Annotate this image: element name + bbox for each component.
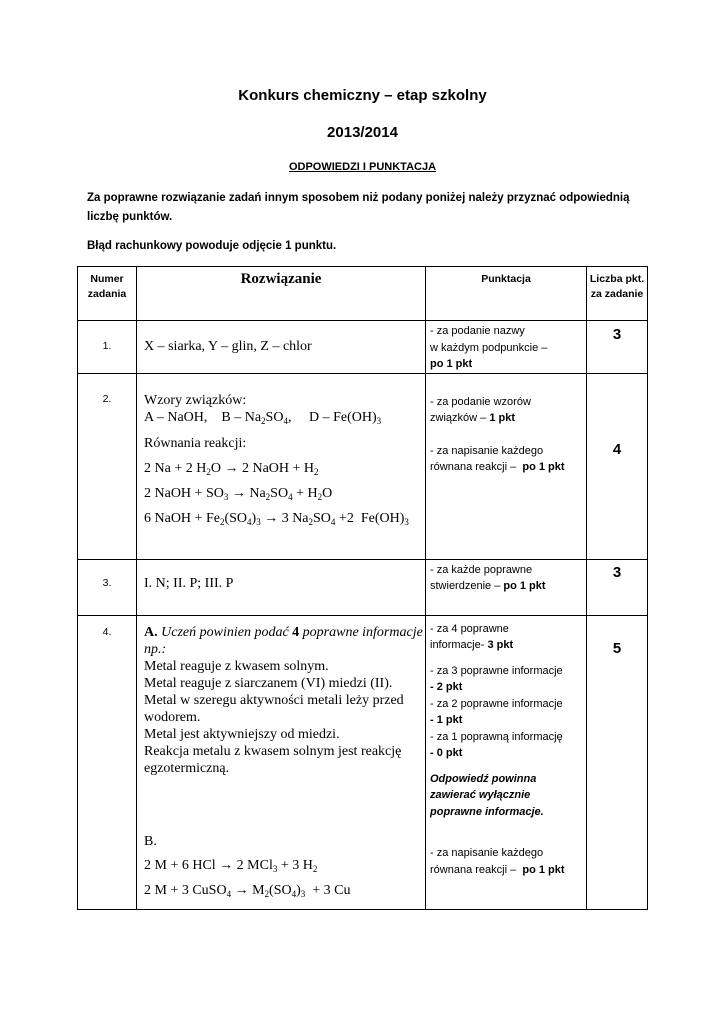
task-number: 3.	[78, 559, 137, 615]
scoring-note: Odpowiedź powinna zawierać wyłącznie poprawne informacje.	[430, 772, 544, 818]
scoring-line: - za 4 poprawne	[430, 622, 509, 635]
scoring-points: - 2 pkt	[430, 681, 463, 693]
table-header-row	[78, 267, 648, 321]
scoring-line: - za napisanie każdego	[430, 444, 544, 457]
task-number: 4.	[78, 615, 137, 909]
task-scoring	[426, 559, 587, 615]
section-subtitle: ODPOWIEDZI I PUNKTACJA	[288, 161, 437, 173]
calculation-note: Błąd rachunkowy powoduje odjęcie 1 punktu.	[87, 240, 337, 252]
task-solution: X – siarka, Y – glin, Z – chlor	[137, 321, 426, 374]
scoring-line: - za podanie nazwy	[430, 325, 525, 337]
task-number: 1.	[78, 321, 137, 374]
task-points: 4	[587, 373, 648, 559]
task-solution	[137, 373, 426, 559]
answer-table	[77, 266, 648, 910]
scoring-points: - 0 pkt	[430, 747, 463, 759]
task-solution: I. N; II. P; III. P	[137, 559, 426, 615]
formulas: A – NaOH, B – $Na_2SO_4$, D – $Fe(OH)_3$	[144, 409, 382, 426]
scoring-line: - za 2 poprawne informacje	[430, 697, 563, 710]
scoring-line: równana reakcji – po 1 pkt	[430, 461, 565, 473]
header-solution: Rozwiązanie	[137, 267, 426, 321]
reaction: 6 NaOH + $Fe_2(SO_4)_3 \to 3$ $Na_2SO_4 +2$ $Fe(OH)_3$	[144, 510, 409, 527]
intro-paragraph: Za poprawne rozwiązanie zadań innym sposobem niż podany poniżej należy przyznać odpowiednią liczbę punktów.	[87, 192, 630, 223]
task-scoring	[426, 615, 587, 909]
header-scoring: Punktacja	[426, 267, 587, 321]
header-points: Liczba pkt. za zadanie	[587, 267, 648, 321]
task-scoring	[426, 321, 587, 374]
scoring-line: - za każde poprawne	[430, 563, 533, 576]
task-points: 3	[587, 559, 648, 615]
formulas-label: Wzory związków:	[144, 392, 247, 408]
info-line: Metal jest aktywniejszy od miedzi.	[144, 726, 340, 742]
scoring-line: - za 1 poprawną informację	[430, 730, 563, 743]
scoring-points: - 1 pkt	[430, 714, 463, 726]
school-year: 2013/2014	[327, 124, 398, 141]
reaction: 2 M + 6 HCl → 2 MCl$_3$ + 3 $H_2$	[144, 857, 318, 874]
table-row	[78, 559, 648, 615]
table-row	[78, 615, 648, 909]
scoring-line: - za napisanie każdego	[430, 847, 544, 859]
scoring-line: związków – 1 pkt	[430, 412, 515, 424]
task-points: 5	[587, 615, 648, 909]
scoring-line: w każdym podpunkcie –	[430, 341, 548, 354]
part-b-label: B.	[144, 833, 157, 849]
info-line: Reakcja metalu z kwasem solnym jest reakcję egzotermiczną.	[144, 743, 402, 776]
scoring-line: informacje- 3 pkt	[430, 639, 514, 651]
scoring-line: - za 3 poprawne informacje	[430, 664, 563, 677]
table-row	[78, 321, 648, 374]
header-number: Numer zadania	[78, 267, 137, 321]
part-a-intro: A. Uczeń powinien podać 4 poprawne informacje np.:	[144, 624, 423, 657]
scoring-line: stwierdzenie – po 1 pkt	[430, 580, 546, 592]
page-title: Konkurs chemiczny – etap szkolny	[238, 87, 487, 104]
task-scoring	[426, 373, 587, 559]
table-row	[78, 373, 648, 559]
reactions-label: Równania reakcji:	[144, 435, 247, 451]
task-solution	[137, 615, 426, 909]
scoring-points: po 1 pkt	[430, 358, 473, 370]
reaction: 2 NaOH + $SO_3 \to Na_2SO_4 + H_2O$	[144, 485, 333, 502]
info-line: Metal reaguje z kwasem solnym.	[144, 658, 329, 674]
info-line: Metal w szeregu aktywności metali leży przed wodorem.	[144, 692, 404, 725]
task-number: 2.	[78, 373, 137, 559]
scoring-line: równana reakcji – po 1 pkt	[430, 863, 565, 876]
scoring-line: - za podanie wzorów	[430, 395, 531, 408]
reaction: 2 Na + 2 $H_2O \to 2$ NaOH + $H_2$	[144, 460, 319, 477]
reaction: 2 M + 3 CuSO$_4$ → $M_2(SO_4)_3 + 3$ Cu	[144, 882, 351, 899]
info-line: Metal reaguje z siarczanem (VI) miedzi (II).	[144, 675, 393, 691]
task-points: 3	[587, 321, 648, 374]
